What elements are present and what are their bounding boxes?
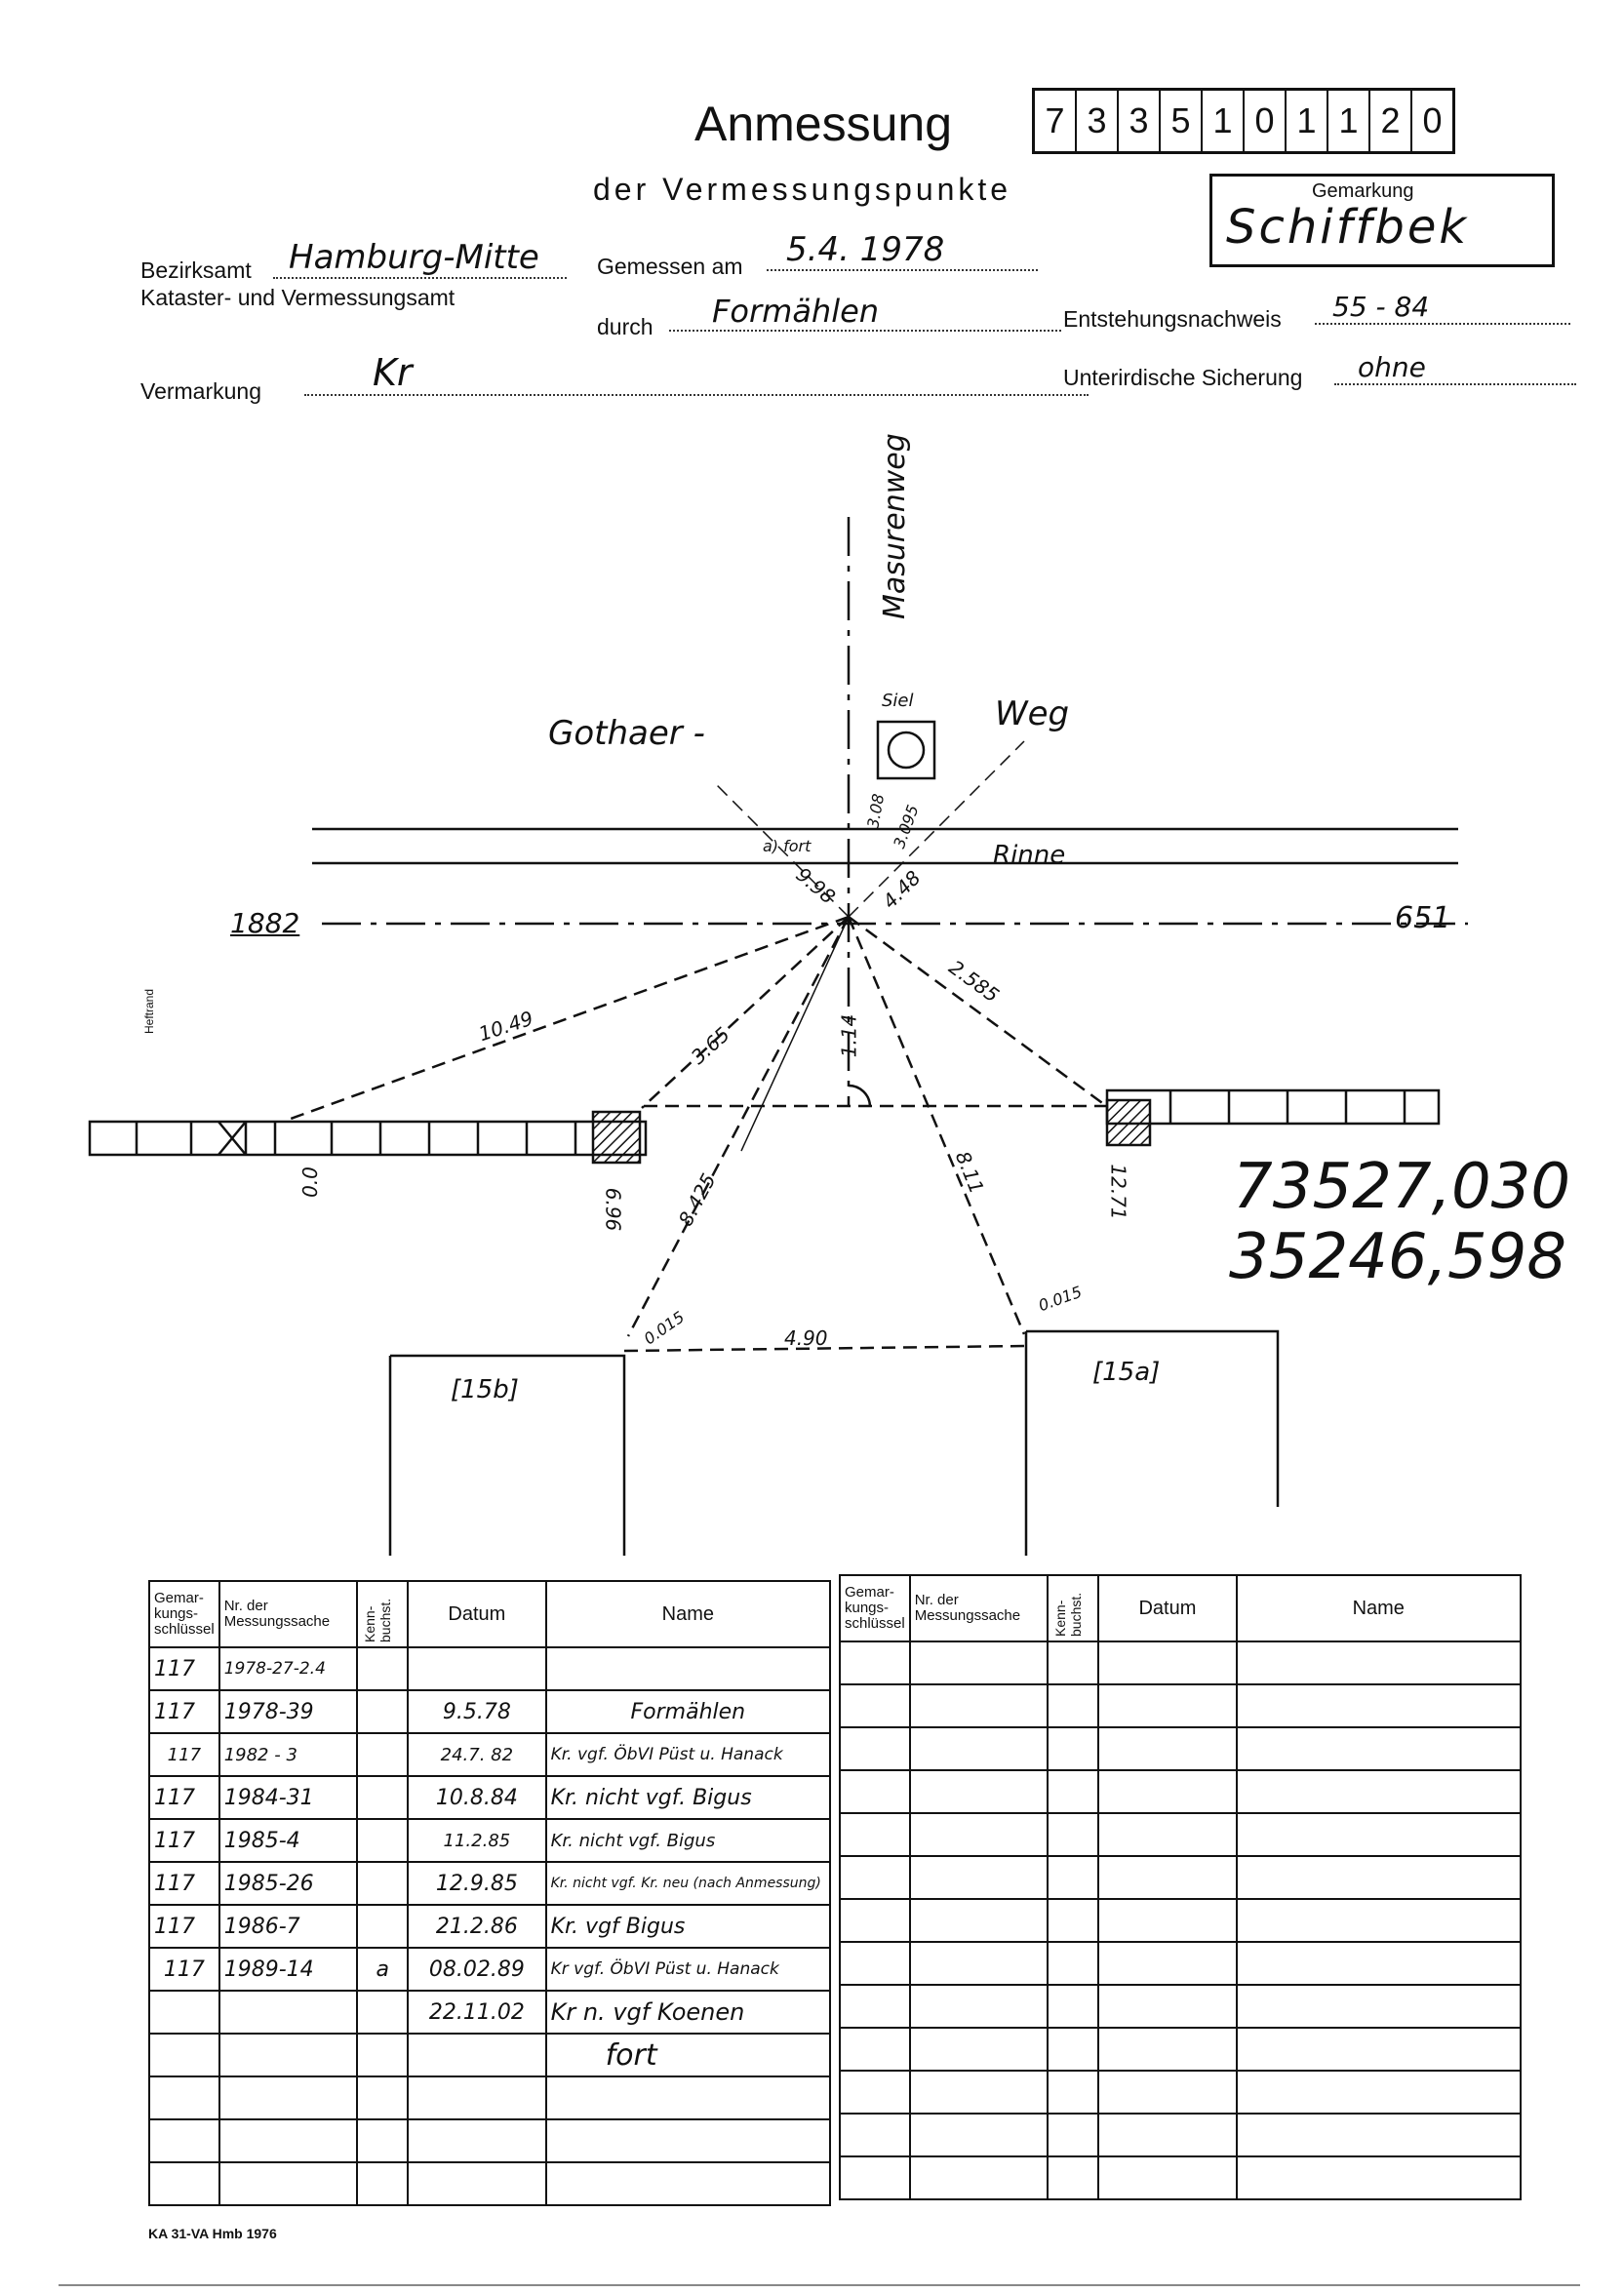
cell-name [546,2119,830,2162]
cell-kenn [357,1819,408,1862]
measure-ray [642,917,849,1108]
cell-kenn [357,1776,408,1819]
register-table-left [148,1580,831,2206]
sicherung-label: Unterirdische Sicherung [1063,365,1303,390]
cell-datum: 11.2.85 [408,1819,545,1862]
cell-gemarkung: 117 [149,1776,219,1819]
page-subtitle: der Vermessungspunkte [593,172,1012,207]
measure-ray [628,917,849,1336]
cell-nr: 1978-39 [219,1690,358,1733]
cell-name: Kr. vgf. ÖbVI Püst u. Hanack [546,1733,830,1776]
cell-gemarkung: 117 [149,1733,219,1776]
parcel-left-label: [15b] [451,1375,519,1404]
cell-datum: 12.9.85 [408,1862,545,1905]
cell-nr: 1989-14 [219,1948,358,1991]
pillar-right [1107,1100,1150,1145]
cell-kenn [357,2162,408,2205]
header-datum: Datum [408,1581,545,1647]
cell-name: fort [546,2034,830,2076]
cell-nr: 1984-31 [219,1776,358,1819]
kataster-label: Kataster- und Vermessungsamt [140,285,456,310]
number-digit: 3 [1077,91,1119,151]
measure-label: 3.095 [890,802,923,851]
cell-gemarkung: 117 [149,1862,219,1905]
cell-datum [408,1647,545,1690]
cell-name: Kr vgf. ÖbVI Püst u. Hanack [546,1948,830,1991]
bezirksamt-label: Bezirksamt [140,257,252,283]
entstehung-value: 55 - 84 [1315,291,1570,325]
right-angle-mark [849,1086,870,1106]
table-row [149,1948,830,1991]
gemarkung-box [1209,174,1555,267]
cell-datum: 22.11.02 [408,1991,545,2034]
table-row [149,1690,830,1733]
table-row [840,1641,1521,1684]
cell-name: Kr. vgf Bigus [546,1905,830,1948]
cell-datum: 10.8.84 [408,1776,545,1819]
heftrand-label: Heftrand [142,988,156,1034]
measure-label: 4.90 [784,1326,828,1350]
measure-label: 0.0 [297,1166,322,1198]
cell-name [546,2162,830,2205]
table-row [149,1991,830,2034]
cell-name: Kr. nicht vgf. Kr. neu (nach Anmessung) [546,1862,830,1905]
cell-kenn: a [357,1948,408,1991]
cell-nr: 1985-26 [219,1862,358,1905]
cell-gemarkung: 117 [149,1819,219,1862]
cell-datum: 9.5.78 [408,1690,545,1733]
table-row [149,1733,830,1776]
bottom-rule [59,2284,1580,2286]
number-digit: 1 [1203,91,1245,151]
measure-label: 8.11 [950,1147,989,1198]
header-gemarkungsschluessel: Gemar-kungs-schlüssel [840,1575,910,1641]
durch-label: durch [597,314,654,339]
measure-label: 10.49 [475,1006,536,1047]
table-header-row [149,1581,830,1647]
left-station: 1882 [230,907,300,939]
cell-kenn [357,2034,408,2076]
street-name-ew-right: Weg [995,694,1070,733]
table-row [149,1647,830,1690]
cell-name: Kr n. vgf Koenen [546,1991,830,2034]
header-kennbuchst: Kenn-buchst. [1048,1575,1098,1641]
number-digit: 0 [1422,100,1443,140]
measure-label: 0.015 [640,1307,689,1349]
durch-value: Formählen [669,293,1061,332]
gemessen-value: 5.4. 1978 [767,230,1038,271]
cell-gemarkung [149,2119,219,2162]
cell-kenn [357,1690,408,1733]
measure-label: 1.14 [837,1013,861,1058]
siel-box [878,722,934,778]
number-digit: 7 [1035,91,1077,151]
table-header-row [840,1575,1521,1641]
table-row [840,1899,1521,1942]
cell-datum: 24.7. 82 [408,1733,545,1776]
measure-label: 6.96 [601,1187,625,1232]
coordinate-x: 73527,030 [1233,1151,1571,1223]
measure-ray [849,917,1024,1334]
number-digit: 5 [1161,91,1203,151]
form-code: KA 31-VA Hmb 1976 [148,2226,277,2241]
cell-datum: 08.02.89 [408,1948,545,1991]
cell-kenn [357,1991,408,2034]
table-row [149,2076,830,2119]
cell-kenn [357,1905,408,1948]
pillar-left [593,1112,640,1163]
coordinate-y: 35246,598 [1229,1221,1567,1293]
table-row [149,1776,830,1819]
register-table-right [839,1574,1522,2200]
cell-datum [408,2162,545,2205]
vermarkung-label: Vermarkung [140,378,262,404]
document-number [1032,88,1455,154]
number-digit: 3 [1119,91,1161,151]
gemessen-label: Gemessen am [597,254,743,279]
cell-nr [219,2119,358,2162]
measure-label: 2.585 [944,955,1004,1008]
header-kennbuchst: Kenn-buchst. [357,1581,408,1647]
table-row [149,2119,830,2162]
table-row [840,2114,1521,2156]
cell-nr [219,2034,358,2076]
cell-nr: 1986-7 [219,1905,358,1948]
table-row [149,2034,830,2076]
cell-name [546,2076,830,2119]
header-messungssache: Nr. der Messungssache [910,1575,1049,1641]
street-name-ns: Masurenweg [878,433,912,619]
number-digit: 2 [1370,91,1412,151]
header-messungssache: Nr. der Messungssache [219,1581,358,1647]
cell-datum: 21.2.86 [408,1905,545,1948]
cell-kenn [357,2119,408,2162]
table-row [149,1905,830,1948]
page-title: Anmessung [694,97,953,151]
entstehung-label: Entstehungsnachweis [1063,306,1282,332]
cell-kenn [357,1733,408,1776]
table-row [840,2028,1521,2071]
cell-gemarkung [149,1991,219,2034]
gemarkung-label: Gemarkung [1312,180,1414,202]
right-station: 651 [1395,901,1451,935]
cell-gemarkung [149,2076,219,2119]
cell-nr: 1978-27-2.4 [219,1647,358,1690]
header-datum: Datum [1098,1575,1236,1641]
measure-label: 8.425 [673,1169,721,1230]
table-row [840,2071,1521,2114]
cell-nr: 1982 - 3 [219,1733,358,1776]
cell-name [546,1647,830,1690]
cell-name: Kr. nicht vgf. Bigus [546,1819,830,1862]
table-row [840,2156,1521,2199]
cell-gemarkung [149,2162,219,2205]
number-digit: 1 [1287,91,1328,151]
cell-gemarkung: 117 [149,1905,219,1948]
cell-kenn [357,1647,408,1690]
cell-nr [219,1991,358,2034]
cell-datum [408,2076,545,2119]
header-name: Name [546,1581,830,1647]
table-row [149,1862,830,1905]
cell-datum [408,2119,545,2162]
cell-nr [219,2076,358,2119]
bezirksamt-value: Hamburg-Mitte [273,238,567,279]
cell-name: Kr. nicht vgf. Bigus [546,1776,830,1819]
measure-label: 12.71 [1106,1164,1130,1220]
table-row [840,1985,1521,2028]
header-name: Name [1237,1575,1522,1641]
vermarkung-value: Kr [304,351,1089,396]
table-row [840,1856,1521,1899]
header-gemarkungsschluessel: Gemar-kungs-schlüssel [149,1581,219,1647]
table-row [149,2162,830,2205]
gemarkung-value: Schiffbek [1226,200,1470,255]
measure-label: 0.015 [1036,1282,1085,1316]
building-front-right [1107,1090,1439,1124]
measure-ray [741,917,849,1151]
cell-name: Formählen [546,1690,830,1733]
cell-datum [408,2034,545,2076]
number-digit: 1 [1328,91,1370,151]
sicherung-value: ohne [1334,351,1576,385]
cell-nr: 1985-4 [219,1819,358,1862]
table-row [840,1770,1521,1813]
measure-label: 9.98 [791,862,841,909]
cell-gemarkung: 117 [149,1647,219,1690]
measure-label: 3.65 [686,1022,734,1069]
street-name-ew-left: Gothaer - [548,714,705,753]
measure-label: 4.48 [878,865,926,914]
parcel-right-label: [15a] [1092,1358,1161,1387]
cell-gemarkung: 117 [149,1948,219,1991]
measure-ray [849,917,1105,1105]
siel-label: Siel [882,691,914,711]
table-row [840,1727,1521,1770]
survey-sketch [0,410,1624,1619]
table-row [840,1684,1521,1727]
cell-gemarkung [149,2034,219,2076]
measure-ray [291,917,849,1119]
cell-gemarkung: 117 [149,1690,219,1733]
afort-label: a) fort [763,837,812,855]
building-front-left [90,1122,646,1155]
measure-label: 3.08 [863,792,889,830]
table-row [149,1819,830,1862]
table-row [840,1942,1521,1985]
rinne-label: Rinne [993,841,1066,870]
cell-kenn [357,1862,408,1905]
cell-nr [219,2162,358,2205]
number-digit: 0 [1245,91,1287,151]
cell-kenn [357,2076,408,2119]
table-row [840,1813,1521,1856]
siel-icon [889,732,924,768]
